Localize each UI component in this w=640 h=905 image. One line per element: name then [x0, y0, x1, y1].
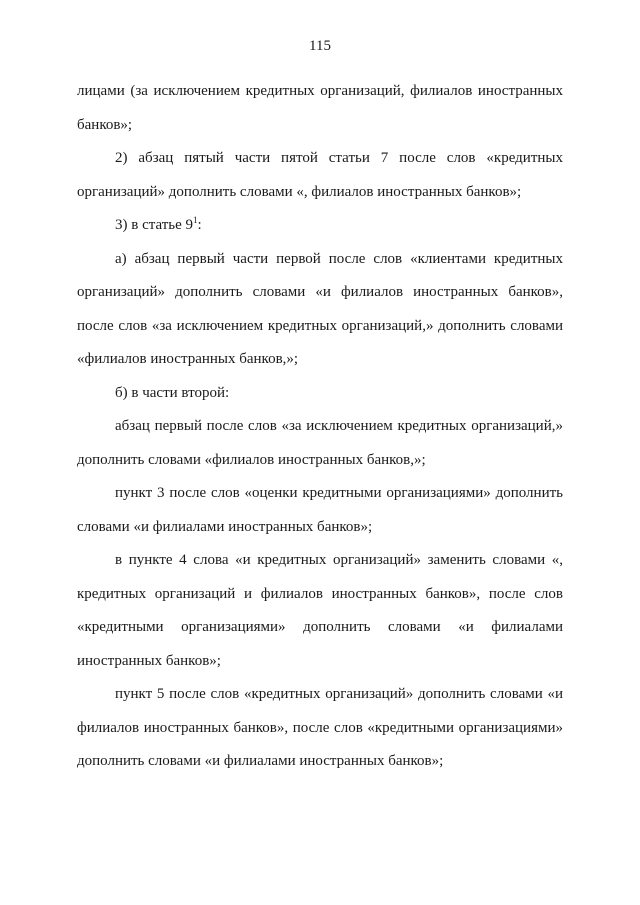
paragraph-first-abzac: абзац первый после слов «за исключением кредитных организаций,» дополнить словами «филиалов иностранных банков,»; [77, 418, 563, 468]
paragraph-item-3-suffix: : [197, 217, 202, 233]
article-superscript: 1 [193, 215, 198, 225]
paragraph-point-4: в пункте 4 слова «и кредитных организаций» заменить словами «, кредитных организаций и филиалов иностранных банков», после слов «кредитными организациями» дополнить словами «и филиалами иностранных банков»; [77, 552, 563, 669]
paragraph-subitem-a: а) абзац первый части первой после слов «клиентами кредитных организаций» дополнить словами «и филиалов иностранных банков», после слов «за исключением кредитных организаций,» дополнить словами «филиалов иностранных банков,»; [77, 250, 563, 367]
paragraph-item-3 [77, 209, 563, 243]
paragraph-point-3: пункт 3 после слов «оценки кредитными организациями» дополнить словами «и филиалами иностранных банков»; [77, 485, 563, 535]
paragraph-continuation: лицами (за исключением кредитных организаций, филиалов иностранных банков»; [77, 83, 563, 133]
paragraph-item-2: 2) абзац пятый части пятой статьи 7 после слов «кредитных организаций» дополнить словами «, филиалов иностранных банков»; [77, 150, 563, 200]
page-number: 115 [309, 38, 331, 54]
paragraph-subitem-b: б) в части второй: [115, 384, 230, 401]
paragraph-point-5: пункт 5 после слов «кредитных организаций» дополнить словами «и филиалов иностранных банков», после слов «кредитными организациями» дополнить словами «и филиалами иностранных банков»; [77, 686, 563, 769]
paragraph-item-3-text: 3) в статье 9 [115, 217, 194, 233]
document-body [77, 75, 563, 779]
